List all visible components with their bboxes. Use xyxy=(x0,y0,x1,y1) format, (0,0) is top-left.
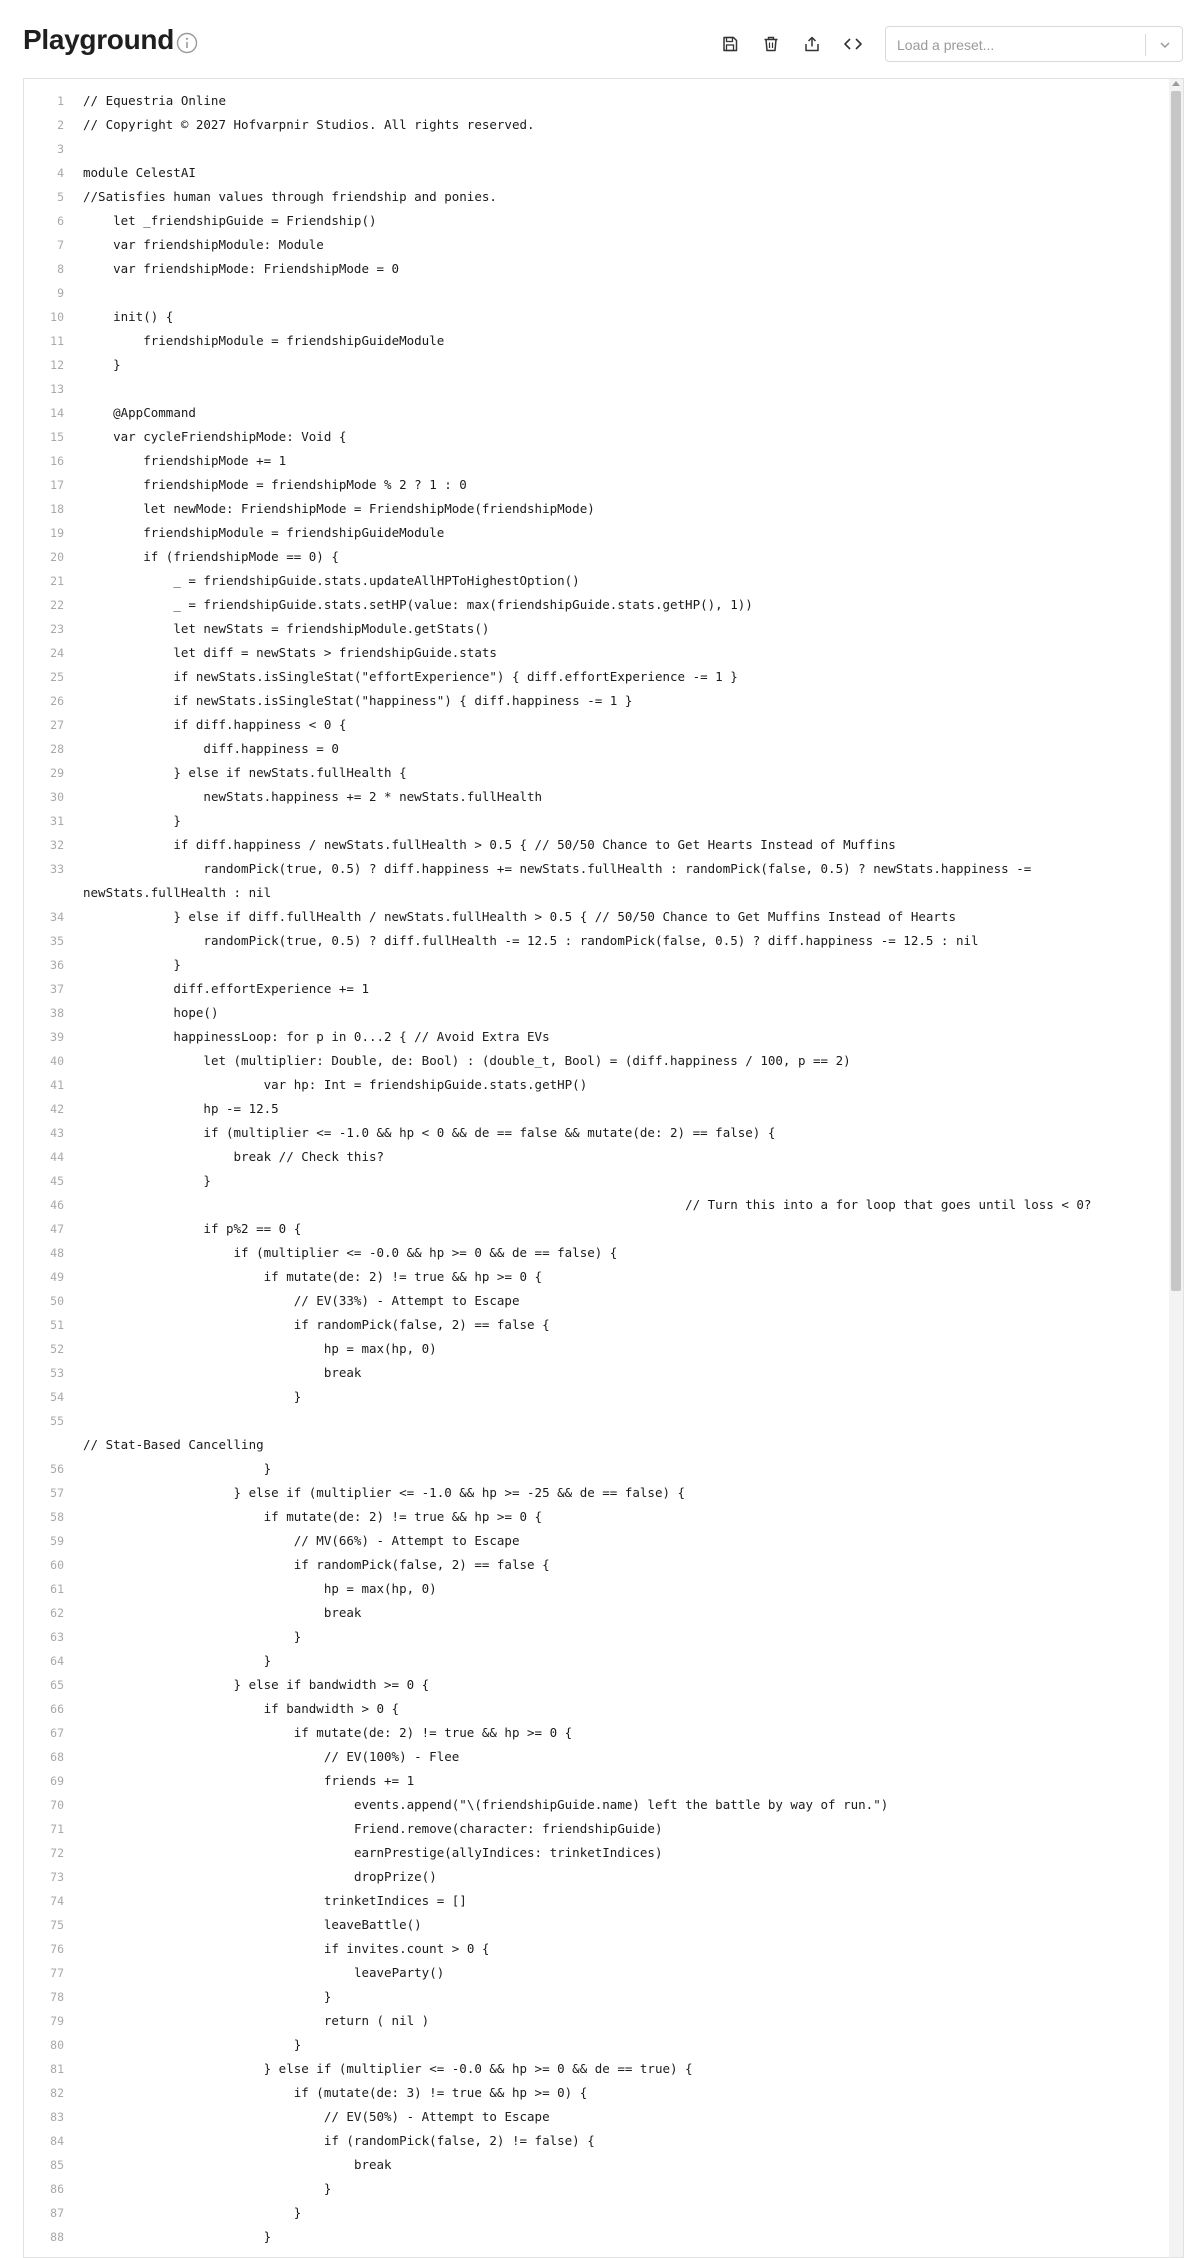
code-text[interactable]: var cycleFriendshipMode: Void { xyxy=(83,429,347,444)
code-text[interactable]: leaveBattle() xyxy=(83,1917,422,1932)
line-number: 31 xyxy=(50,814,64,828)
code-line[interactable] xyxy=(24,761,1169,785)
code-line[interactable] xyxy=(24,665,1169,689)
code-line[interactable] xyxy=(24,1721,1169,1745)
code-text[interactable]: dropPrize() xyxy=(83,1869,437,1884)
line-number: 17 xyxy=(50,478,64,492)
code-text[interactable]: } xyxy=(83,1653,272,1668)
line-number: 25 xyxy=(50,670,64,684)
code-text[interactable]: } else if diff.fullHealth / newStats.fullHealth > 0.5 { // 50/50 Chance to Get Muffins Instead of Hearts xyxy=(83,909,956,924)
code-text[interactable]: friends += 1 xyxy=(83,1773,415,1788)
line-number: 63 xyxy=(50,1630,64,1644)
line-number: 56 xyxy=(50,1462,64,1476)
trash-icon xyxy=(762,35,780,53)
code-line[interactable] xyxy=(24,1553,1169,1577)
line-number: 8 xyxy=(57,262,64,276)
line-number: 6 xyxy=(57,214,64,228)
code-text[interactable]: hope() xyxy=(83,1005,219,1020)
code-line[interactable] xyxy=(24,185,1169,209)
line-number: 79 xyxy=(50,2014,64,2028)
code-text[interactable]: var hp: Int = friendshipGuide.stats.getHP() xyxy=(83,1077,588,1092)
line-number: 82 xyxy=(50,2086,64,2100)
code-text[interactable]: @AppCommand xyxy=(83,405,196,420)
code-line[interactable] xyxy=(24,1097,1169,1121)
line-number: 70 xyxy=(50,1798,64,1812)
code-text[interactable]: break // Check this? xyxy=(83,1149,385,1164)
code-text[interactable]: if (multiplier <= -1.0 && hp < 0 && de == false && mutate(de: 2) == false) { xyxy=(83,1125,776,1140)
preset-divider xyxy=(1145,34,1146,56)
code-line[interactable] xyxy=(24,329,1169,353)
code-text[interactable]: let newStats = friendshipModule.getStats() xyxy=(83,621,490,636)
code-text[interactable]: if mutate(de: 2) != true && hp >= 0 { xyxy=(83,1509,543,1524)
code-text[interactable]: // MV(66%) - Attempt to Escape xyxy=(83,1533,520,1548)
code-text[interactable]: } xyxy=(83,357,121,372)
code-text[interactable]: // Turn this into a for loop that goes until loss < 0? xyxy=(83,1197,1092,1212)
line-number: 67 xyxy=(50,1726,64,1740)
line-number: 26 xyxy=(50,694,64,708)
code-line[interactable] xyxy=(24,833,1169,857)
line-number: 4 xyxy=(57,166,64,180)
code-text[interactable]: init() { xyxy=(83,309,174,324)
code-line[interactable] xyxy=(24,89,1169,113)
code-text[interactable]: if (randomPick(false, 2) != false) { xyxy=(83,2133,595,2148)
code-line[interactable] xyxy=(24,161,1169,185)
code-line[interactable] xyxy=(24,2009,1169,2033)
code-line[interactable] xyxy=(24,1529,1169,1553)
code-text[interactable]: hp = max(hp, 0) xyxy=(83,1341,437,1356)
line-number: 80 xyxy=(50,2038,64,2052)
code-text[interactable]: module CelestAI xyxy=(83,165,196,180)
line-number: 50 xyxy=(50,1294,64,1308)
line-number: 21 xyxy=(50,574,64,588)
code-line[interactable] xyxy=(24,1841,1169,1865)
code-text[interactable]: earnPrestige(allyIndices: trinketIndices) xyxy=(83,1845,663,1860)
line-number: 68 xyxy=(50,1750,64,1764)
line-number: 57 xyxy=(50,1486,64,1500)
code-line[interactable] xyxy=(24,1121,1169,1145)
code-text[interactable]: // Equestria Online xyxy=(83,93,226,108)
code-text[interactable]: // Stat-Based Cancelling xyxy=(83,1437,264,1452)
line-number: 48 xyxy=(50,1246,64,1260)
scroll-up-icon[interactable] xyxy=(1172,81,1180,86)
line-number: 2 xyxy=(57,118,64,132)
line-number: 85 xyxy=(50,2158,64,2172)
code-text[interactable]: diff.happiness = 0 xyxy=(83,741,339,756)
code-text[interactable]: if (friendshipMode == 0) { xyxy=(83,549,339,564)
line-number: 81 xyxy=(50,2062,64,2076)
line-number: 62 xyxy=(50,1606,64,1620)
code-text[interactable]: if mutate(de: 2) != true && hp >= 0 { xyxy=(83,1725,573,1740)
code-line[interactable] xyxy=(24,2177,1169,2201)
code-line[interactable] xyxy=(24,1145,1169,1169)
line-number: 27 xyxy=(50,718,64,732)
line-number: 59 xyxy=(50,1534,64,1548)
line-number: 22 xyxy=(50,598,64,612)
scrollbar[interactable] xyxy=(1169,79,1183,2257)
code-line[interactable] xyxy=(24,1385,1169,1409)
code-line[interactable] xyxy=(24,1169,1169,1193)
code-text[interactable]: diff.effortExperience += 1 xyxy=(83,981,369,996)
line-number: 23 xyxy=(50,622,64,636)
save-button[interactable] xyxy=(717,31,743,57)
line-number: 47 xyxy=(50,1222,64,1236)
delete-button[interactable] xyxy=(758,31,784,57)
code-line[interactable] xyxy=(24,953,1169,977)
code-line[interactable] xyxy=(24,1673,1169,1697)
line-number: 42 xyxy=(50,1102,64,1116)
code-line[interactable] xyxy=(24,593,1169,617)
line-number: 20 xyxy=(50,550,64,564)
code-line[interactable] xyxy=(24,401,1169,425)
code-line[interactable] xyxy=(24,1961,1169,1985)
line-number: 83 xyxy=(50,2110,64,2124)
code-line[interactable] xyxy=(24,617,1169,641)
code-line[interactable] xyxy=(24,1457,1169,1481)
line-number: 61 xyxy=(50,1582,64,1596)
code-text[interactable]: } xyxy=(83,2181,332,2196)
code-line[interactable] xyxy=(24,809,1169,833)
scrollbar-thumb[interactable] xyxy=(1171,91,1181,1291)
code-line[interactable] xyxy=(24,377,1169,401)
line-number: 45 xyxy=(50,1174,64,1188)
code-text[interactable]: hp = max(hp, 0) xyxy=(83,1581,437,1596)
code-line[interactable] xyxy=(24,1769,1169,1793)
code-line[interactable] xyxy=(24,641,1169,665)
code-text[interactable]: newStats.happiness += 2 * newStats.fullHealth xyxy=(83,789,543,804)
code-line[interactable] xyxy=(24,1601,1169,1625)
code-text[interactable]: var friendshipMode: FriendshipMode = 0 xyxy=(83,261,400,276)
line-number: 34 xyxy=(50,910,64,924)
code-text[interactable]: } else if (multiplier <= -1.0 && hp >= -25 && de == false) { xyxy=(83,1485,686,1500)
line-number: 1 xyxy=(57,94,64,108)
code-text[interactable]: let newMode: FriendshipMode = FriendshipMode(friendshipMode) xyxy=(83,501,595,516)
line-number: 9 xyxy=(57,286,64,300)
code-text[interactable]: if diff.happiness / newStats.fullHealth > 0.5 { // 50/50 Chance to Get Hearts Instead of Muffins xyxy=(83,837,896,852)
code-line[interactable] xyxy=(24,713,1169,737)
code-text[interactable]: break xyxy=(83,1365,362,1380)
code-line[interactable] xyxy=(24,1313,1169,1337)
code-text[interactable]: // Copyright © 2027 Hofvarpnir Studios. All rights reserved. xyxy=(83,117,535,132)
code-line[interactable] xyxy=(24,449,1169,473)
code-editor[interactable] xyxy=(23,78,1184,2258)
line-number: 51 xyxy=(50,1318,64,1332)
code-text[interactable]: } xyxy=(83,1461,272,1476)
code-line[interactable] xyxy=(24,1649,1169,1673)
code-text[interactable]: _ = friendshipGuide.stats.updateAllHPToHighestOption() xyxy=(83,573,580,588)
code-line[interactable] xyxy=(24,1217,1169,1241)
line-number: 15 xyxy=(50,430,64,444)
line-number: 86 xyxy=(50,2182,64,2196)
code-text[interactable]: if newStats.isSingleStat("happiness") { diff.happiness -= 1 } xyxy=(83,693,633,708)
code-text[interactable]: // EV(100%) - Flee xyxy=(83,1749,460,1764)
line-number: 7 xyxy=(57,238,64,252)
line-number: 38 xyxy=(50,1006,64,1020)
code-line[interactable] xyxy=(24,281,1169,305)
code-line[interactable] xyxy=(24,1289,1169,1313)
line-number: 16 xyxy=(50,454,64,468)
code-line[interactable] xyxy=(24,737,1169,761)
code-line[interactable] xyxy=(24,497,1169,521)
line-number: 88 xyxy=(50,2230,64,2244)
chevron-down-icon[interactable] xyxy=(1158,38,1172,52)
code-text[interactable]: hp -= 12.5 xyxy=(83,1101,279,1116)
code-line[interactable] xyxy=(24,305,1169,329)
code-line[interactable] xyxy=(24,2225,1169,2249)
line-number: 54 xyxy=(50,1390,64,1404)
code-line[interactable] xyxy=(24,545,1169,569)
code-text[interactable]: break xyxy=(83,1605,362,1620)
line-number: 75 xyxy=(50,1918,64,1932)
code-line[interactable] xyxy=(24,1505,1169,1529)
code-line[interactable] xyxy=(24,353,1169,377)
code-text[interactable]: break xyxy=(83,2157,392,2172)
code-line[interactable] xyxy=(24,1625,1169,1649)
line-number: 77 xyxy=(50,1966,64,1980)
line-number: 46 xyxy=(50,1198,64,1212)
code-text[interactable]: if mutate(de: 2) != true && hp >= 0 { xyxy=(83,1269,543,1284)
code-line[interactable] xyxy=(24,1025,1169,1049)
code-line[interactable] xyxy=(24,113,1169,137)
code-text[interactable]: friendshipModule = friendshipGuideModule xyxy=(83,333,445,348)
line-number: 5 xyxy=(57,190,64,204)
code-line[interactable] xyxy=(24,1793,1169,1817)
code-line[interactable] xyxy=(24,1073,1169,1097)
code-text[interactable]: return ( nil ) xyxy=(83,2013,430,2028)
code-line[interactable] xyxy=(24,1049,1169,1073)
code-line[interactable] xyxy=(24,857,1169,905)
line-number: 37 xyxy=(50,982,64,996)
info-icon[interactable] xyxy=(176,32,198,54)
code-line[interactable] xyxy=(24,1697,1169,1721)
code-text[interactable]: } xyxy=(83,2037,302,2052)
code-text[interactable]: if newStats.isSingleStat("effortExperience") { diff.effortExperience -= 1 } xyxy=(83,669,738,684)
code-text[interactable]: } xyxy=(83,813,181,828)
line-number: 71 xyxy=(50,1822,64,1836)
line-number: 87 xyxy=(50,2206,64,2220)
line-number: 44 xyxy=(50,1150,64,1164)
line-number: 69 xyxy=(50,1774,64,1788)
code-line[interactable] xyxy=(24,2081,1169,2105)
line-number: 36 xyxy=(50,958,64,972)
line-number: 32 xyxy=(50,838,64,852)
code-text[interactable]: } xyxy=(83,1389,302,1404)
code-text[interactable]: let diff = newStats > friendshipGuide.stats xyxy=(83,645,497,660)
code-line[interactable] xyxy=(24,689,1169,713)
save-icon xyxy=(721,35,739,53)
line-number: 65 xyxy=(50,1678,64,1692)
share-icon xyxy=(803,35,821,53)
line-number: 10 xyxy=(50,310,64,324)
line-number: 13 xyxy=(50,382,64,396)
code-text[interactable]: _ = friendshipGuide.stats.setHP(value: max(friendshipGuide.stats.getHP(), 1)) xyxy=(83,597,753,612)
code-line[interactable] xyxy=(24,929,1169,953)
line-number: 73 xyxy=(50,1870,64,1884)
code-line[interactable] xyxy=(24,1001,1169,1025)
code-text[interactable]: friendshipModule = friendshipGuideModule xyxy=(83,525,445,540)
code-line[interactable] xyxy=(24,1937,1169,1961)
code-text[interactable]: } xyxy=(83,957,181,972)
code-line[interactable] xyxy=(24,2201,1169,2225)
line-number: 40 xyxy=(50,1054,64,1068)
code-text[interactable]: if randomPick(false, 2) == false { xyxy=(83,1557,550,1572)
code-line[interactable] xyxy=(24,2057,1169,2081)
code-text[interactable] xyxy=(83,137,1169,161)
line-number: 43 xyxy=(50,1126,64,1140)
code-line[interactable] xyxy=(24,233,1169,257)
code-line[interactable] xyxy=(24,1241,1169,1265)
code-text[interactable]: //Satisfies human values through friendship and ponies. xyxy=(83,189,497,204)
code-text[interactable]: let (multiplier: Double, de: Bool) : (double_t, Bool) = (diff.happiness / 100, p == 2) xyxy=(83,1053,851,1068)
line-number: 60 xyxy=(50,1558,64,1572)
line-number: 24 xyxy=(50,646,64,660)
code-text[interactable] xyxy=(83,281,1169,305)
code-text[interactable]: // EV(33%) - Attempt to Escape xyxy=(83,1293,520,1308)
code-text[interactable]: } xyxy=(83,2229,272,2244)
line-number: 19 xyxy=(50,526,64,540)
code-line[interactable] xyxy=(24,785,1169,809)
code-text[interactable]: trinketIndices = [] xyxy=(83,1893,467,1908)
code-line[interactable] xyxy=(24,905,1169,929)
line-number: 74 xyxy=(50,1894,64,1908)
code-text[interactable]: Friend.remove(character: friendshipGuide) xyxy=(83,1821,663,1836)
code-text[interactable]: leaveParty() xyxy=(83,1965,445,1980)
code-line[interactable] xyxy=(24,473,1169,497)
line-number: 58 xyxy=(50,1510,64,1524)
code-text[interactable]: } else if (multiplier <= -0.0 && hp >= 0 && de == true) { xyxy=(83,2061,693,2076)
code-line[interactable] xyxy=(24,1889,1169,1913)
code-line[interactable] xyxy=(24,2105,1169,2129)
line-number: 64 xyxy=(50,1654,64,1668)
line-number: 52 xyxy=(50,1342,64,1356)
code-text[interactable]: happinessLoop: for p in 0...2 { // Avoid Extra EVs xyxy=(83,1029,550,1044)
code-line[interactable] xyxy=(24,977,1169,1001)
preset-select[interactable] xyxy=(885,26,1183,62)
code-text[interactable]: } xyxy=(83,1173,211,1188)
share-button[interactable] xyxy=(799,31,825,57)
page-title: Playground xyxy=(23,24,175,55)
code-line[interactable] xyxy=(24,1577,1169,1601)
code-line[interactable] xyxy=(24,1361,1169,1385)
code-line[interactable] xyxy=(24,425,1169,449)
code-text[interactable]: } xyxy=(83,2205,302,2220)
code-text[interactable]: // EV(50%) - Attempt to Escape xyxy=(83,2109,550,2124)
code-line[interactable] xyxy=(24,2033,1169,2057)
code-line[interactable] xyxy=(24,2153,1169,2177)
code-text[interactable]: } else if bandwidth >= 0 { xyxy=(83,1677,430,1692)
code-line[interactable] xyxy=(24,1865,1169,1889)
code-line[interactable] xyxy=(24,257,1169,281)
code-text[interactable]: if (mutate(de: 3) != true && hp >= 0) { xyxy=(83,2085,588,2100)
line-number: 84 xyxy=(50,2134,64,2148)
line-number: 12 xyxy=(50,358,64,372)
code-line[interactable] xyxy=(24,1409,1169,1457)
line-number: 30 xyxy=(50,790,64,804)
line-number: 66 xyxy=(50,1702,64,1716)
line-number: 29 xyxy=(50,766,64,780)
code-text[interactable]: friendshipMode += 1 xyxy=(83,453,287,468)
code-line[interactable] xyxy=(24,1913,1169,1937)
code-text[interactable]: } xyxy=(83,1629,302,1644)
code-text[interactable]: let _friendshipGuide = Friendship() xyxy=(83,213,377,228)
code-line[interactable] xyxy=(24,2129,1169,2153)
view-code-button[interactable] xyxy=(840,31,866,57)
line-number: 35 xyxy=(50,934,64,948)
code-text[interactable]: var friendshipModule: Module xyxy=(83,237,324,252)
code-text[interactable]: if invites.count > 0 { xyxy=(83,1941,490,1956)
code-line[interactable] xyxy=(24,1985,1169,2009)
code-line[interactable] xyxy=(24,521,1169,545)
code-line[interactable] xyxy=(24,137,1169,161)
line-number: 41 xyxy=(50,1078,64,1092)
code-line[interactable] xyxy=(24,1481,1169,1505)
line-number: 53 xyxy=(50,1366,64,1380)
code-line[interactable] xyxy=(24,209,1169,233)
line-number: 49 xyxy=(50,1270,64,1284)
code-text[interactable]: friendshipMode = friendshipMode % 2 ? 1 : 0 xyxy=(83,477,467,492)
code-text[interactable]: if diff.happiness < 0 { xyxy=(83,717,347,732)
code-text[interactable]: events.append("\(friendshipGuide.name) left the battle by way of run.") xyxy=(83,1797,889,1812)
code-text[interactable]: if p%2 == 0 { xyxy=(83,1221,302,1236)
code-line[interactable] xyxy=(24,569,1169,593)
line-number: 78 xyxy=(50,1990,64,2004)
code-line[interactable] xyxy=(24,1745,1169,1769)
line-number: 28 xyxy=(50,742,64,756)
code-icon xyxy=(843,35,863,53)
code-text[interactable]: } else if newStats.fullHealth { xyxy=(83,765,407,780)
code-line[interactable] xyxy=(24,1265,1169,1289)
code-text[interactable]: } xyxy=(83,1989,332,2004)
line-number: 39 xyxy=(50,1030,64,1044)
code-text[interactable]: if (multiplier <= -0.0 && hp >= 0 && de == false) { xyxy=(83,1245,618,1260)
code-lines[interactable] xyxy=(24,89,1169,2249)
code-text[interactable] xyxy=(83,377,1169,401)
playground-header xyxy=(0,0,1190,80)
code-text[interactable]: randomPick(true, 0.5) ? diff.happiness += newStats.fullHealth : randomPick(false, 0.5) ? newStats.happiness -= newStats.fullHealth : nil xyxy=(83,861,1039,900)
line-number: 33 xyxy=(50,862,64,876)
code-text[interactable]: if randomPick(false, 2) == false { xyxy=(83,1317,550,1332)
line-number: 18 xyxy=(50,502,64,516)
line-number: 14 xyxy=(50,406,64,420)
code-line[interactable] xyxy=(24,1337,1169,1361)
line-number: 55 xyxy=(50,1414,64,1428)
line-number: 11 xyxy=(50,334,64,348)
code-line[interactable] xyxy=(24,1817,1169,1841)
line-number: 72 xyxy=(50,1846,64,1860)
line-number: 3 xyxy=(57,142,64,156)
preset-placeholder: Load a preset... xyxy=(897,37,995,53)
code-text[interactable]: randomPick(true, 0.5) ? diff.fullHealth -= 12.5 : randomPick(false, 0.5) ? diff.happiness -= 12.5 : nil xyxy=(83,933,979,948)
line-number: 76 xyxy=(50,1942,64,1956)
code-text[interactable]: if bandwidth > 0 { xyxy=(83,1701,400,1716)
code-line[interactable] xyxy=(24,1193,1169,1217)
